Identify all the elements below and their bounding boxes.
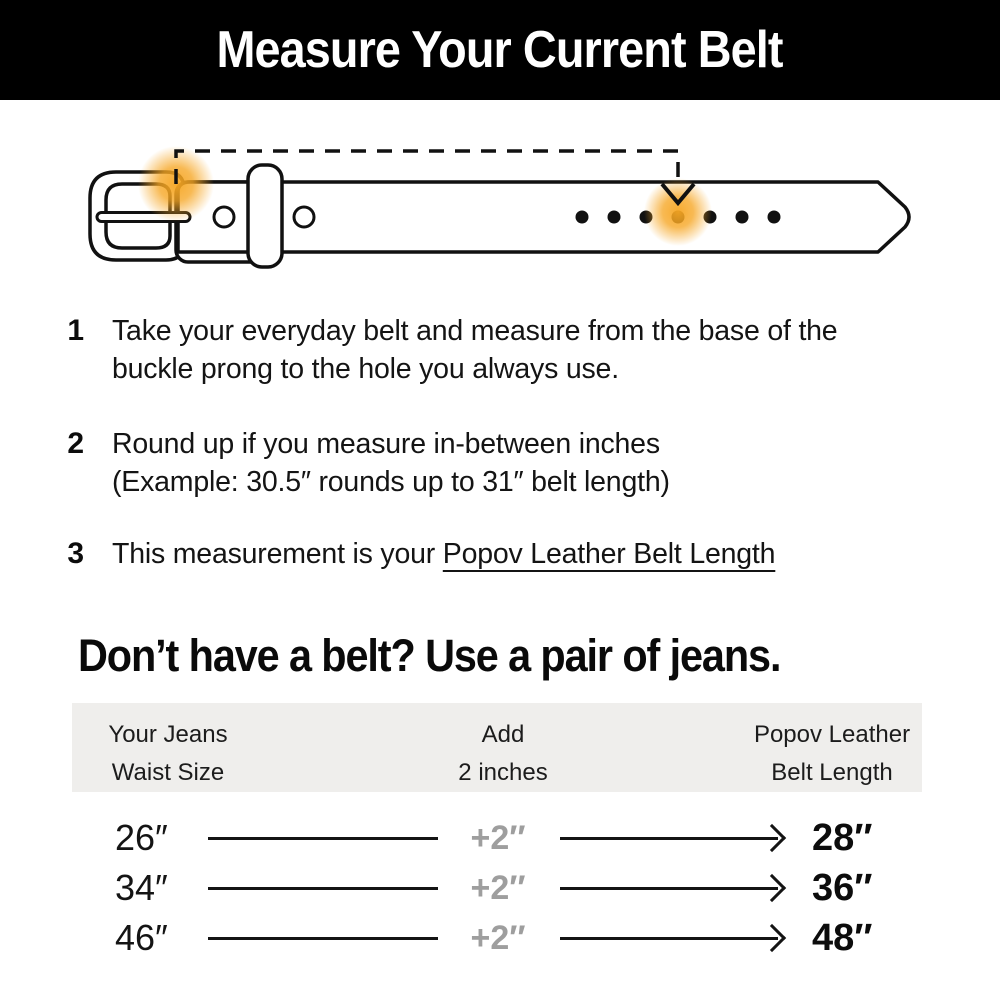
arrowhead-icon (758, 874, 786, 902)
arrow-right-icon (560, 937, 778, 940)
step-text (112, 535, 775, 573)
connector-line (208, 837, 438, 840)
add-inches: +2″ (470, 918, 526, 957)
step-text-prefix: This measurement is your (112, 538, 443, 570)
size-table (72, 813, 922, 963)
connector-line (208, 887, 438, 890)
table-row (72, 813, 922, 863)
arrow-right-icon (560, 887, 778, 890)
arrow-right-icon (560, 837, 778, 840)
waist-size: 34″ (115, 867, 168, 908)
step-number: 1 (67, 314, 84, 347)
step-3 (50, 535, 775, 573)
belt-length-result: 48″ (812, 916, 873, 959)
step-2 (50, 425, 670, 501)
column-header-add: Add 2 inches (458, 721, 548, 786)
column-header-belt-length: Popov Leather Belt Length (753, 721, 911, 786)
size-table-header (72, 703, 922, 792)
step-1 (50, 312, 837, 388)
arrowhead-icon (758, 824, 786, 852)
belt-strap (178, 182, 909, 252)
belt-length-result: 36″ (812, 866, 873, 909)
belt-length-link[interactable]: Popov Leather Belt Length (442, 538, 776, 570)
belt-illustration (0, 120, 1000, 280)
waist-size: 26″ (115, 817, 168, 858)
step-text: Round up if you measure in-between inches (Example: 30.5″ rounds up to 31″ belt length) (112, 428, 670, 498)
page-title: Measure Your Current Belt (216, 21, 784, 79)
belt-hole (294, 207, 314, 227)
arrowhead-icon (758, 924, 786, 952)
highlight-glow-hole (644, 178, 712, 246)
waist-size: 46″ (115, 917, 168, 958)
step-number: 2 (67, 427, 84, 460)
add-inches: +2″ (470, 818, 526, 857)
connector-line (208, 937, 438, 940)
add-inches: +2″ (470, 868, 526, 907)
step-text: Take your everyday belt and measure from the base of the buckle prong to the hole you always use. (112, 315, 838, 385)
step-number: 3 (67, 537, 84, 570)
table-row (72, 863, 922, 913)
belt-hole (214, 207, 234, 227)
belt-length-result: 28″ (812, 816, 873, 859)
belt-keeper (248, 165, 282, 267)
title-bar (0, 0, 1000, 100)
jeans-section-heading: Don’t have a belt? Use a pair of jeans. (78, 630, 781, 681)
column-header-waist: Your Jeans Waist Size (108, 721, 228, 786)
table-row (72, 913, 922, 963)
